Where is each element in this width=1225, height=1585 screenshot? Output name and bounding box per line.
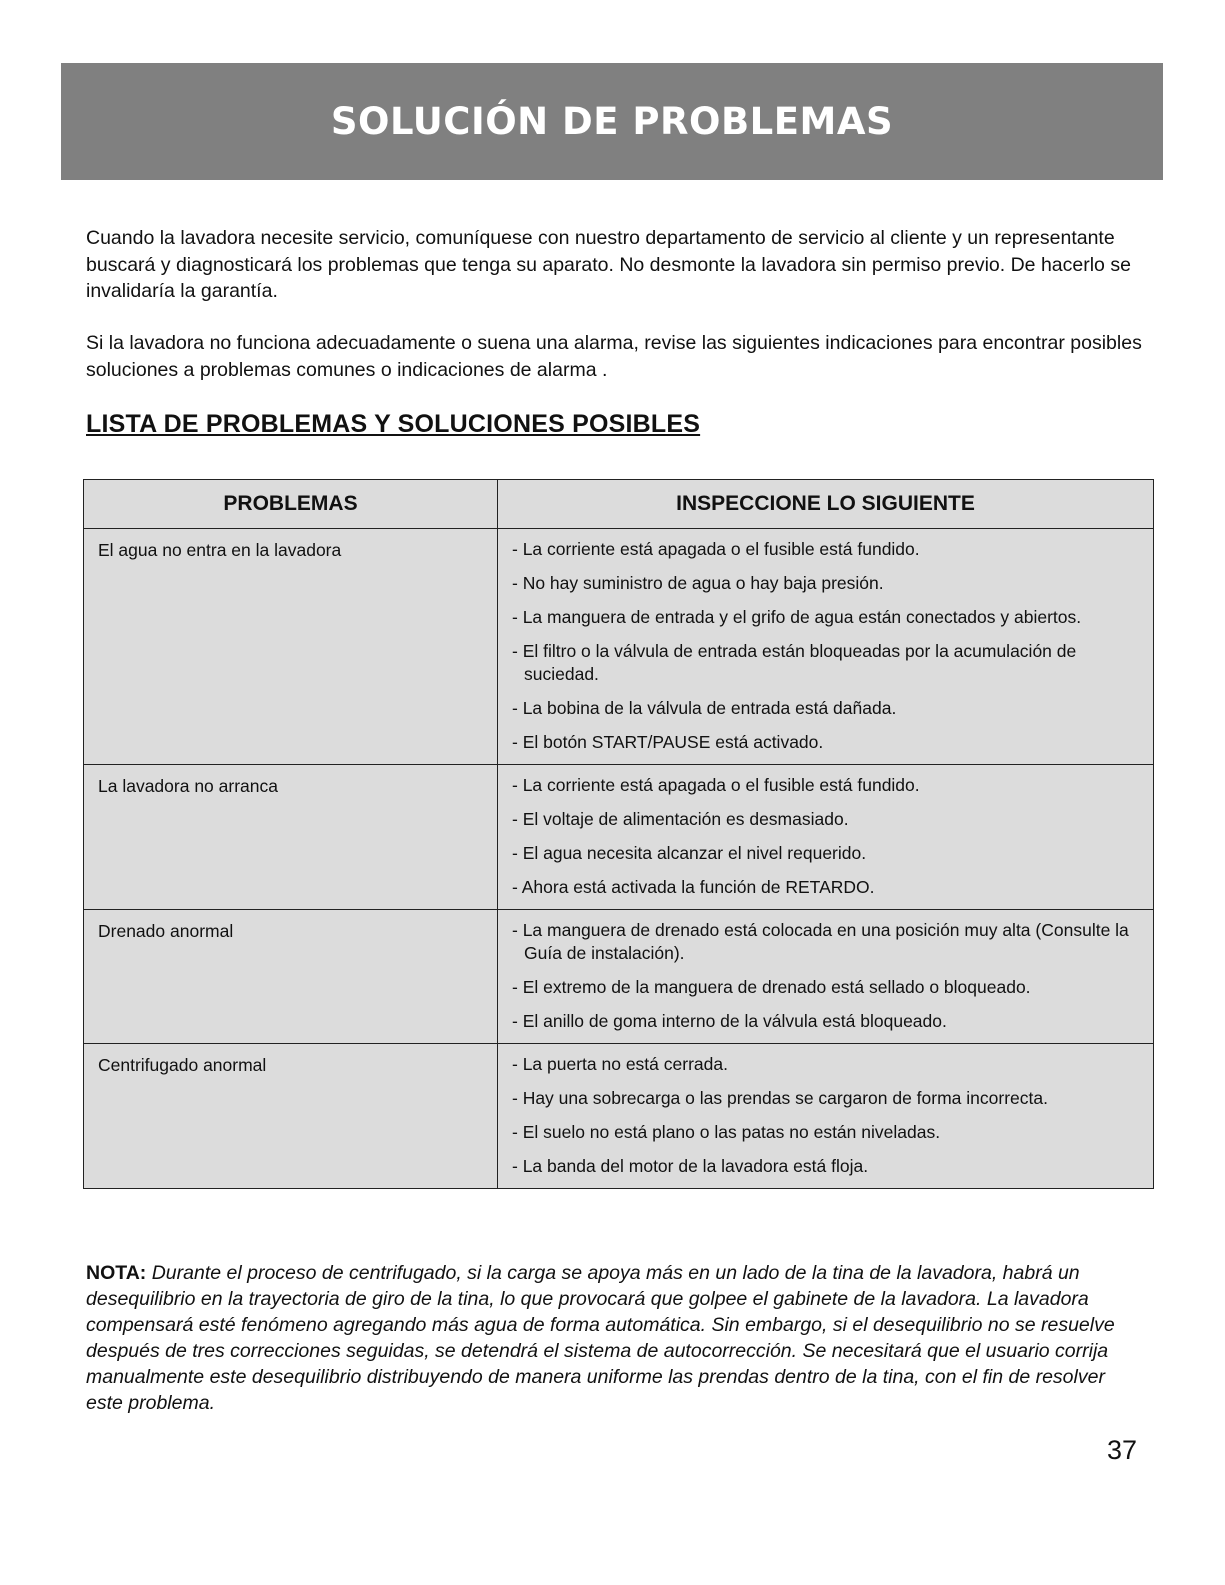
check-item: - El anillo de goma interno de la válvula está bloqueado.	[512, 1011, 947, 1031]
check-item: - La bobina de la válvula de entrada está dañada.	[512, 698, 897, 718]
problem-cell: Drenado anormal	[84, 910, 498, 1044]
checks-cell	[498, 529, 1154, 765]
checks-list	[512, 774, 1139, 899]
check-item: - No hay suministro de agua o hay baja presión.	[512, 573, 884, 593]
check-item: - La corriente está apagada o el fusible está fundido.	[512, 775, 920, 795]
column-header-checks: INSPECCIONE LO SIGUIENTE	[498, 480, 1154, 529]
check-item: - El suelo no está plano o las patas no están niveladas.	[512, 1122, 941, 1142]
title-banner	[61, 63, 1163, 180]
note-paragraph	[86, 1260, 1146, 1416]
check-item: - El botón START/PAUSE está activado.	[512, 732, 824, 752]
check-item: - El agua necesita alcanzar el nivel requerido.	[512, 843, 867, 863]
problem-cell: La lavadora no arranca	[84, 765, 498, 910]
checks-list	[512, 1053, 1139, 1178]
section-title: LISTA DE PROBLEMAS Y SOLUCIONES POSIBLES	[86, 410, 701, 438]
check-item: - Hay una sobrecarga o las prendas se cargaron de forma incorrecta.	[512, 1088, 1048, 1108]
checks-list	[512, 919, 1139, 1033]
table-row	[84, 765, 1154, 910]
page-number: 37	[1106, 1435, 1137, 1465]
checks-list	[512, 538, 1139, 754]
page-title: SOLUCIÓN DE PROBLEMAS	[330, 100, 894, 143]
note-label: NOTA:	[86, 1262, 147, 1284]
checks-cell	[498, 1044, 1154, 1189]
check-item: - La manguera de drenado está colocada en una posición muy alta (Consulte la Guía de instalación).	[512, 920, 1129, 963]
intro-paragraph-service: Cuando la lavadora necesite servicio, comuníquese con nuestro departamento de servicio al cliente y un representante buscará y diagnosticará los problemas que tenga su aparato. No desmonte la lavadora sin permiso previo. De hacerlo se invalidaría la garantía.	[86, 227, 1131, 302]
intro-paragraph-alarm: Si la lavadora no funciona adecuadamente o suena una alarma, revise las siguientes indicaciones para encontrar posibles soluciones a problemas comunes o indicaciones de alarma .	[86, 332, 1142, 381]
table-row	[84, 1044, 1154, 1189]
check-item: - El filtro o la válvula de entrada están bloqueadas por la acumulación de suciedad.	[512, 641, 1077, 684]
check-item: - La puerta no está cerrada.	[512, 1054, 728, 1074]
check-item: - Ahora está activada la función de RETARDO.	[512, 877, 875, 897]
problem-cell: El agua no entra en la lavadora	[84, 529, 498, 765]
column-header-problems: PROBLEMAS	[84, 480, 498, 529]
check-item: - El extremo de la manguera de drenado está sellado o bloqueado.	[512, 977, 1031, 997]
check-item: - La manguera de entrada y el grifo de agua están conectados y abiertos.	[512, 607, 1082, 627]
checks-cell	[498, 765, 1154, 910]
check-item: - La corriente está apagada o el fusible está fundido.	[512, 539, 920, 559]
check-item: - La banda del motor de la lavadora está floja.	[512, 1156, 869, 1176]
table-row	[84, 910, 1154, 1044]
table-header-row	[84, 480, 1154, 529]
problem-cell: Centrifugado anormal	[84, 1044, 498, 1189]
check-item: - El voltaje de alimentación es desmasiado.	[512, 809, 849, 829]
table-row	[84, 529, 1154, 765]
troubleshooting-table	[83, 479, 1154, 1189]
note-text: Durante el proceso de centrifugado, si la carga se apoya más en un lado de la tina de la lavadora, habrá un desequilibrio en la trayectoria de giro de la tina, lo que provocará que golpee el gabinete de la lavadora. La lavadora compensará esté fenómeno agregando más agua de forma automática. Sin embargo, si el desequilibrio no se resuelve después de tres correcciones seguidas, se detendrá el sistema de autocorrección. Se necesitará que el usuario corrija manualmente este desequilibrio distribuyendo de manera uniforme las prendas dentro de la tina, con el fin de resolver este problema.	[86, 1262, 1115, 1414]
checks-cell	[498, 910, 1154, 1044]
